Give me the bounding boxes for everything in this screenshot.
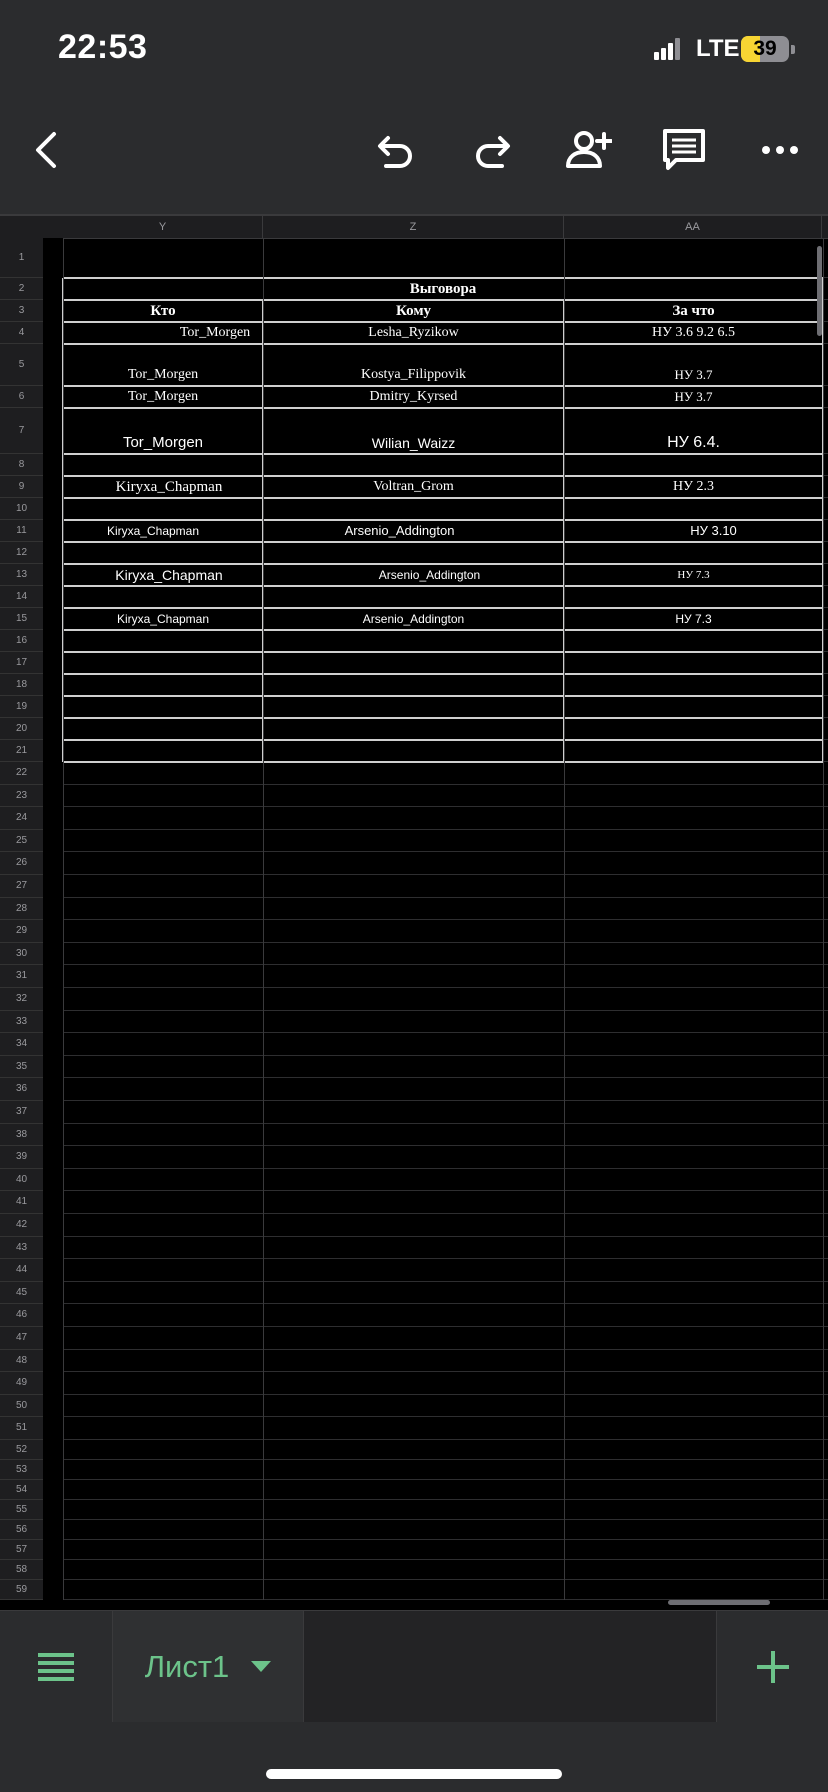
triangle-down-icon[interactable] bbox=[251, 1661, 271, 1673]
cell-for-what[interactable]: НУ 3.7 bbox=[674, 389, 713, 404]
grid-row[interactable] bbox=[63, 1372, 828, 1395]
cell-who[interactable]: Kiryxa_Chapman bbox=[115, 479, 223, 495]
row-header[interactable]: 59 bbox=[0, 1580, 43, 1600]
cell-for-what[interactable]: НУ 7.3 bbox=[677, 569, 710, 581]
grid-row[interactable] bbox=[63, 1440, 828, 1460]
grid-row[interactable] bbox=[63, 1169, 828, 1192]
row-header[interactable]: 14 bbox=[0, 586, 43, 608]
row-header[interactable]: 27 bbox=[0, 875, 43, 898]
row-header[interactable]: 12 bbox=[0, 542, 43, 564]
header-who[interactable]: Кто bbox=[150, 303, 176, 319]
more-button[interactable] bbox=[750, 120, 810, 180]
frozen-column-x bbox=[43, 238, 64, 1600]
grid-row[interactable] bbox=[63, 1033, 828, 1056]
grid-row[interactable] bbox=[63, 1282, 828, 1305]
cell-who[interactable]: Kiryxa_Chapman bbox=[116, 612, 210, 626]
cell-to-whom[interactable]: Dmitry_Kyrsed bbox=[369, 389, 458, 404]
grid-row[interactable] bbox=[63, 1259, 828, 1282]
plus-icon bbox=[755, 1649, 791, 1685]
grid-row[interactable] bbox=[63, 1078, 828, 1101]
grid-row[interactable] bbox=[63, 988, 828, 1011]
grid-row[interactable] bbox=[63, 943, 828, 966]
grid-row[interactable] bbox=[63, 807, 828, 830]
row-header[interactable]: 15 bbox=[0, 608, 43, 630]
cell-to-whom[interactable]: Arsenio_Addington bbox=[344, 523, 455, 538]
row-header[interactable]: 2 bbox=[0, 278, 43, 300]
grid-row[interactable] bbox=[63, 1520, 828, 1540]
home-bar bbox=[0, 1722, 828, 1792]
row-header[interactable]: 48 bbox=[0, 1350, 43, 1373]
grid-row[interactable] bbox=[63, 1327, 828, 1350]
grid-row[interactable] bbox=[63, 852, 828, 875]
header-to-whom[interactable]: Кому bbox=[395, 303, 432, 319]
row-header[interactable]: 32 bbox=[0, 988, 43, 1011]
grid-row[interactable] bbox=[63, 1214, 828, 1237]
grid-row[interactable] bbox=[63, 674, 828, 696]
column-header-bar bbox=[63, 216, 828, 239]
row-header[interactable]: 34 bbox=[0, 1033, 43, 1056]
grid-row[interactable] bbox=[63, 1146, 828, 1169]
cell-to-whom[interactable]: Arsenio_Addington bbox=[378, 568, 481, 582]
grid-row[interactable] bbox=[63, 1124, 828, 1147]
battery-level: 39 bbox=[753, 37, 777, 60]
battery-tip bbox=[791, 45, 795, 54]
cell-to-whom[interactable]: Wilian_Waizz bbox=[371, 435, 456, 451]
spreadsheet-grid[interactable] bbox=[0, 214, 828, 1612]
grid-row[interactable] bbox=[63, 1056, 828, 1079]
grid-row[interactable] bbox=[63, 1011, 828, 1034]
grid-row[interactable] bbox=[63, 1304, 828, 1327]
cell-to-whom[interactable]: Voltran_Grom bbox=[373, 479, 454, 494]
row-header[interactable]: 25 bbox=[0, 830, 43, 853]
grid-row[interactable] bbox=[63, 454, 828, 476]
grid-row[interactable] bbox=[63, 1500, 828, 1520]
row-header[interactable]: 44 bbox=[0, 1259, 43, 1282]
row-header[interactable]: 33 bbox=[0, 1011, 43, 1034]
horizontal-scrollbar[interactable] bbox=[668, 1600, 770, 1605]
cell-for-what[interactable]: НУ 3.7 bbox=[674, 367, 713, 382]
table-border bbox=[63, 695, 823, 697]
table-border bbox=[63, 277, 823, 279]
row-header[interactable]: 47 bbox=[0, 1327, 43, 1350]
row-header[interactable]: 35 bbox=[0, 1056, 43, 1079]
grid-row[interactable] bbox=[63, 1460, 828, 1480]
row-header-bar bbox=[0, 238, 44, 1600]
back-button[interactable] bbox=[18, 120, 78, 180]
undo-icon bbox=[372, 126, 420, 174]
table-border bbox=[63, 739, 823, 741]
row-header[interactable]: 26 bbox=[0, 852, 43, 875]
row-header[interactable]: 1 bbox=[0, 238, 43, 278]
sheets-list-icon bbox=[36, 1651, 76, 1683]
cell-for-what[interactable]: НУ 3.10 bbox=[690, 523, 737, 538]
grid-row[interactable] bbox=[63, 898, 828, 921]
grid-row[interactable] bbox=[63, 696, 828, 718]
row-header[interactable]: 17 bbox=[0, 652, 43, 674]
row-header[interactable]: 3 bbox=[0, 300, 43, 322]
redo-button[interactable] bbox=[462, 120, 522, 180]
grid-row[interactable] bbox=[63, 740, 828, 762]
row-header[interactable]: 11 bbox=[0, 520, 43, 542]
cell-who[interactable]: Tor_Morgen bbox=[127, 389, 199, 404]
row-header[interactable]: 22 bbox=[0, 762, 43, 785]
row-header[interactable]: 57 bbox=[0, 1540, 43, 1560]
column-divider bbox=[823, 238, 824, 1600]
select-all-corner[interactable] bbox=[0, 216, 64, 239]
row-header[interactable]: 9 bbox=[0, 476, 43, 498]
grid-row[interactable] bbox=[63, 1580, 828, 1600]
column-divider bbox=[263, 238, 264, 1600]
row-header[interactable]: 4 bbox=[0, 322, 43, 344]
row-header[interactable]: 8 bbox=[0, 454, 43, 476]
grid-row[interactable] bbox=[63, 875, 828, 898]
grid-row[interactable] bbox=[63, 762, 828, 785]
status-bar bbox=[0, 0, 828, 100]
sheets-list-button[interactable] bbox=[0, 1611, 113, 1723]
row-header[interactable]: 6 bbox=[0, 386, 43, 408]
redo-icon bbox=[468, 126, 516, 174]
cell-for-what[interactable]: НУ 7.3 bbox=[675, 612, 712, 626]
network-type: LTE bbox=[696, 35, 740, 62]
row-header[interactable]: 24 bbox=[0, 807, 43, 830]
row-header[interactable]: 29 bbox=[0, 920, 43, 943]
row-header[interactable]: 50 bbox=[0, 1395, 43, 1418]
table-border bbox=[63, 299, 823, 301]
row-header[interactable]: 53 bbox=[0, 1460, 43, 1480]
cell-who[interactable]: Tor_Morgen bbox=[127, 367, 199, 382]
cell-who[interactable]: Tor_Morgen bbox=[179, 325, 251, 340]
share-button[interactable] bbox=[558, 120, 618, 180]
row-header[interactable]: 23 bbox=[0, 785, 43, 808]
column-divider bbox=[564, 238, 565, 1600]
table-border bbox=[63, 717, 823, 719]
cell-who[interactable]: Kiryxa_Chapman bbox=[115, 567, 223, 583]
row-header[interactable]: 10 bbox=[0, 498, 43, 520]
grid-row[interactable] bbox=[63, 1480, 828, 1500]
row-header[interactable]: 37 bbox=[0, 1101, 43, 1124]
row-header[interactable]: 43 bbox=[0, 1237, 43, 1260]
cell-to-whom[interactable]: Lesha_Ryzikow bbox=[368, 325, 459, 340]
comment-icon bbox=[660, 126, 708, 174]
grid-row[interactable] bbox=[63, 1540, 828, 1560]
grid-row[interactable] bbox=[63, 1417, 828, 1440]
row-header[interactable]: 5 bbox=[0, 344, 43, 386]
row-header[interactable]: 20 bbox=[0, 718, 43, 740]
row-header[interactable]: 13 bbox=[0, 564, 43, 586]
grid-row[interactable] bbox=[63, 1191, 828, 1214]
grid-row[interactable] bbox=[63, 586, 828, 608]
cell-who[interactable]: Kiryxa_Chapman bbox=[106, 524, 200, 538]
column-header-y[interactable]: Y bbox=[63, 216, 263, 238]
grid-row[interactable] bbox=[63, 718, 828, 740]
row-header[interactable]: 41 bbox=[0, 1191, 43, 1214]
column-divider bbox=[63, 238, 64, 1600]
sheet-name: Лист1 bbox=[144, 1649, 230, 1684]
row-header[interactable]: 46 bbox=[0, 1304, 43, 1327]
row-header[interactable]: 58 bbox=[0, 1560, 43, 1580]
chevron-left-icon bbox=[24, 126, 72, 174]
row-header[interactable]: 52 bbox=[0, 1440, 43, 1460]
row-header[interactable]: 31 bbox=[0, 965, 43, 988]
grid-row[interactable] bbox=[63, 785, 828, 808]
row-header[interactable]: 54 bbox=[0, 1480, 43, 1500]
row-header[interactable]: 49 bbox=[0, 1372, 43, 1395]
cell-for-what[interactable]: НУ 6.4. bbox=[667, 434, 720, 451]
row-header[interactable]: 39 bbox=[0, 1146, 43, 1169]
cell-for-what[interactable]: НУ 3.6 9.2 6.5 bbox=[651, 325, 736, 340]
sheet-tabs-area bbox=[304, 1611, 716, 1723]
row-header[interactable]: 51 bbox=[0, 1417, 43, 1440]
row-header[interactable]: 30 bbox=[0, 943, 43, 966]
table-border bbox=[63, 761, 823, 763]
grid-row[interactable] bbox=[63, 630, 828, 652]
cell-for-what[interactable]: НУ 2.3 bbox=[672, 479, 715, 494]
grid-row[interactable] bbox=[63, 1237, 828, 1260]
row-header[interactable]: 7 bbox=[0, 408, 43, 454]
grid-row[interactable] bbox=[63, 1560, 828, 1580]
grid-row[interactable] bbox=[63, 1101, 828, 1124]
grid-row[interactable] bbox=[63, 1350, 828, 1373]
grid-row[interactable] bbox=[63, 498, 828, 520]
add-person-icon bbox=[564, 126, 612, 174]
home-indicator[interactable] bbox=[266, 1769, 562, 1779]
cell-to-whom[interactable]: Kostya_Filippovik bbox=[360, 367, 466, 382]
toolbar bbox=[0, 100, 828, 214]
table-border bbox=[63, 651, 823, 653]
row-header[interactable]: 28 bbox=[0, 898, 43, 921]
sheet-tab[interactable] bbox=[113, 1611, 304, 1723]
comments-button[interactable] bbox=[654, 120, 714, 180]
add-sheet-button[interactable] bbox=[716, 1611, 828, 1723]
row-header[interactable]: 16 bbox=[0, 630, 43, 652]
grid-row[interactable] bbox=[63, 542, 828, 564]
row-header[interactable]: 40 bbox=[0, 1169, 43, 1192]
grid-row[interactable] bbox=[63, 1395, 828, 1418]
cell-to-whom[interactable]: Arsenio_Addington bbox=[362, 612, 465, 626]
grid-row[interactable] bbox=[63, 652, 828, 674]
row-header[interactable]: 21 bbox=[0, 740, 43, 762]
header-for-what[interactable]: За что bbox=[672, 303, 715, 319]
cell-who[interactable]: Tor_Morgen bbox=[122, 434, 204, 451]
vertical-scrollbar[interactable] bbox=[817, 246, 822, 336]
row-header[interactable]: 38 bbox=[0, 1124, 43, 1147]
row-header[interactable]: 45 bbox=[0, 1282, 43, 1305]
row-header[interactable]: 42 bbox=[0, 1214, 43, 1237]
row-header[interactable]: 55 bbox=[0, 1500, 43, 1520]
undo-button[interactable] bbox=[366, 120, 426, 180]
sheet-bar bbox=[0, 1610, 828, 1723]
row-header[interactable]: 18 bbox=[0, 674, 43, 696]
row-header[interactable]: 36 bbox=[0, 1078, 43, 1101]
cellular-signal-icon bbox=[654, 38, 682, 60]
column-header-aa[interactable]: AA bbox=[564, 216, 822, 238]
row-header[interactable]: 19 bbox=[0, 696, 43, 718]
row-header[interactable]: 56 bbox=[0, 1520, 43, 1540]
grid-row[interactable] bbox=[63, 965, 828, 988]
table-title[interactable]: Выговора bbox=[409, 281, 477, 297]
table-border bbox=[63, 673, 823, 675]
column-header-z[interactable]: Z bbox=[263, 216, 564, 238]
grid-row[interactable] bbox=[63, 830, 828, 853]
more-horizontal-icon bbox=[756, 126, 804, 174]
grid-row[interactable] bbox=[63, 238, 828, 278]
battery-icon bbox=[741, 36, 789, 62]
grid-row[interactable] bbox=[63, 920, 828, 943]
status-time: 22:53 bbox=[58, 28, 148, 66]
